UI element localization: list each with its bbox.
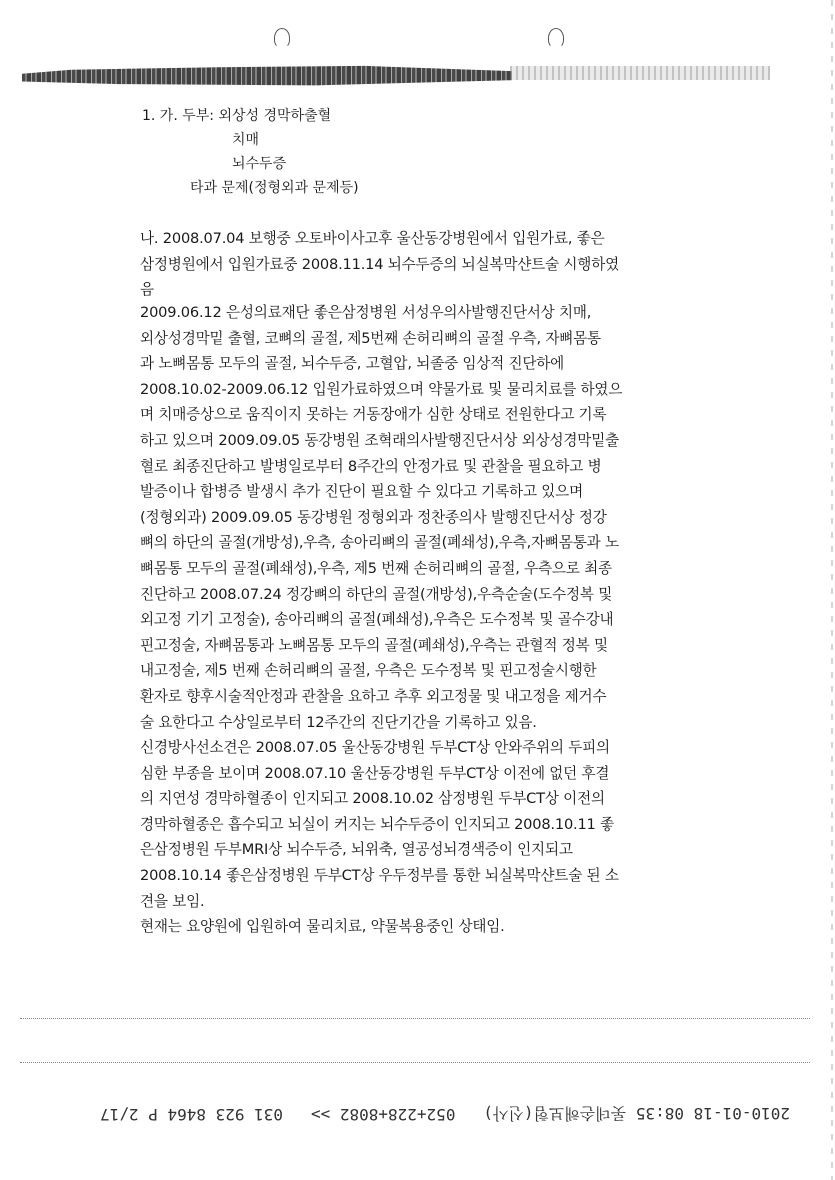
paragraph-na [140, 226, 718, 303]
scan-edge [831, 0, 833, 1180]
punch-hole-icon [274, 28, 290, 48]
fax-timestamp-sender: 2010-01-18 08:35 롯데손해보험(신사) [483, 1104, 790, 1124]
text-line: 견을 보임. [140, 892, 205, 910]
text-line: 진단하고 2008.07.24 정강뼈의 하단의 골절(개방성),우측순술(도수정복 및 [140, 585, 613, 603]
text-line: 심한 부종을 보이며 2008.07.10 울산동강병원 두부CT상 이전에 없던 후결 [140, 764, 610, 782]
text-line: 하고 있으며 2009.09.05 동강병원 조혁래의사발행진단서상 외상성경막밑출 [140, 431, 619, 449]
text-line: 발증이나 합병증 발생시 추가 진단이 필요할 수 있다고 기록하고 있으며 [140, 483, 583, 501]
text-line: 2008.10.02-2009.06.12 입원가료하였으며 약물가료 및 물리치료를 하였으 [140, 380, 623, 398]
text-line: 외상성경막밑 출혈, 코뼈의 골절, 제5번째 손허리뼈의 골절 우측, 자뼈몸통 [140, 329, 601, 347]
text-line: 술 요한다고 수상일로부터 12주간의 진단기간을 기록하고 있음. [140, 713, 537, 731]
text-line: 환자로 향후시술적안정과 관찰을 요하고 추후 외고정물 및 내고정을 제거수 [140, 687, 607, 705]
text-line: 과 노뼈몸통 모두의 골절, 뇌수두증, 고혈압, 뇌졸중 임상적 진단하에 [140, 355, 565, 373]
text-line: 경막하혈종은 흡수되고 뇌실이 커지는 뇌수두증이 인지되고 2008.10.11 좋 [140, 815, 614, 833]
divider [20, 1018, 810, 1020]
text-line: 신경방사선소견은 2008.07.05 울산동강병원 두부CT상 안와주위의 두피의 [140, 739, 610, 757]
scan-artifact-bar-faint [510, 66, 770, 80]
text-line: 뼈몸통 모두의 골절(폐쇄성),우측, 제5 번째 손허리뼈의 골절, 우측으로 최종 [140, 559, 612, 577]
diagnosis-item: 치매 [232, 132, 260, 148]
fax-header-upside-down [100, 1100, 790, 1130]
text-line: 삼정병원에서 입원가료중 2008.11.14 뇌수두증의 뇌실복막샨트술 시행하였 [140, 255, 619, 273]
text-line: 뼈의 하단의 골절(개방성),우측, 송아리뼈의 골절(폐쇄성),우측,자뼈몸통과 노 [140, 534, 619, 552]
paragraph-main [140, 300, 718, 940]
diagnosis-item: 뇌수두증 [232, 156, 287, 172]
scan-artifact-bar [22, 62, 512, 88]
punch-hole-icon [548, 28, 564, 48]
fax-number-page: 031 923 8464 P 2/17 [100, 1105, 284, 1125]
text-line: 외고정 기기 고정술), 송아리뼈의 골절(폐쇄성),우측은 도수정복 및 골수강내 [140, 611, 614, 629]
text-line: 핀고정술, 자뼈몸통과 노뼈몸통 모두의 골절(폐쇄성),우측는 관혈적 정복 및 [140, 636, 608, 654]
text-line: 내고정술, 제5 번째 손허리뼈의 골절, 우측은 도수정복 및 핀고정술시행한 [140, 662, 597, 680]
text-line: 혈로 최종진단하고 발병일로부터 8주간의 안정가료 및 관찰을 필요하고 병 [140, 457, 602, 475]
text-line: 2008.10.14 좋은삼정병원 두부CT상 우두정부를 통한 뇌실복막샨트술 된 소 [140, 867, 619, 885]
text-line: 음 [140, 281, 154, 299]
fax-number-from: 052+228+8082 >> [310, 1105, 456, 1125]
text-line: 현재는 요양원에 입원하여 물리치료, 약물복용중인 상태임. [140, 918, 505, 936]
text-line: 의 지연성 경막하혈종이 인지되고 2008.10.02 삼정병원 두부CT상 이전의 [140, 790, 605, 808]
text-line: (정형외과) 2009.09.05 동강병원 정형외과 정찬종의사 발행진단서상 정강 [140, 508, 607, 526]
diagnosis-item: 타과 문제(정형외과 문제등) [190, 180, 359, 196]
text-line: 은삼정병원 두부MRI상 뇌수두증, 뇌위축, 열공성뇌경색증이 인지되고 [140, 841, 573, 859]
text-line: 나. 2008.07.04 보행중 오토바이사고후 울산동강병원에서 입원가료, 좋은 [140, 230, 605, 247]
diagnosis-list [142, 104, 642, 200]
text-line: 2009.06.12 은성의료재단 좋은삼정병원 서성우의사발행진단서상 치매, [140, 304, 592, 321]
diagnosis-item: 1. 가. 두부: 외상성 경막하출혈 [142, 108, 332, 124]
divider [20, 1062, 810, 1064]
text-line: 며 치매증상으로 움직이지 못하는 거동장애가 심한 상태로 전원한다고 기록 [140, 406, 607, 424]
